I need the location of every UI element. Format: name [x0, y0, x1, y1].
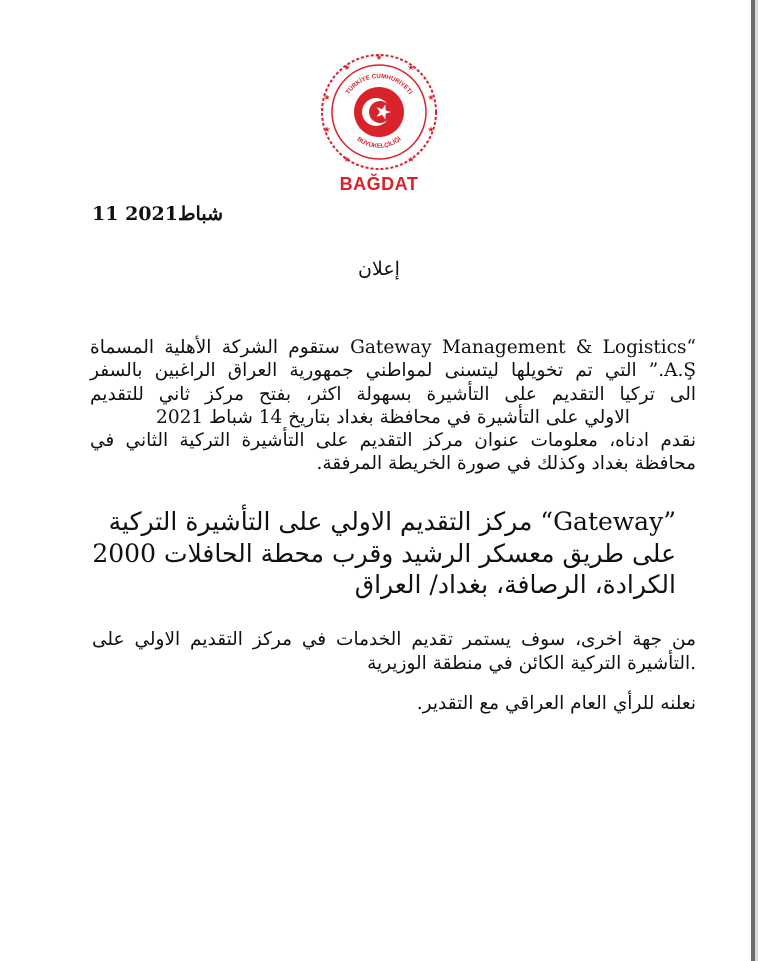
announcement-line: “Gateway Management & Logistics ستقوم الشركة الأهلية المسماة: [90, 337, 697, 358]
announcement-paragraph: [90, 336, 696, 476]
address-block: [92, 506, 676, 601]
svg-text:★: ★: [323, 93, 331, 102]
address-line: ”Gateway“ مركز التقديم الاولي على التأشيرة التركية: [108, 507, 676, 536]
svg-text:★: ★: [375, 53, 383, 62]
announcement-line: محافظة بغداد وكذلك في صورة الخريطة المرفقة.: [316, 453, 696, 475]
svg-text:★: ★: [427, 125, 435, 134]
announcement-line: الاولي على التأشيرة في محافظة بغداد بتاريخ 14 شباط 2021: [156, 406, 630, 428]
announcement-heading: إعلان: [358, 258, 400, 280]
page-edge: [744, 0, 758, 961]
address-line: الكرادة، الرصافة، بغداد/ العراق: [354, 570, 676, 599]
svg-text:★: ★: [427, 93, 435, 102]
announcement-line: نقدم ادناه، معلومات عنوان مركز التقديم على التأشيرة التركية الثاني في: [90, 430, 696, 452]
closing-line: نعلنه للرأي العام العراقي مع التقدير.: [416, 693, 696, 714]
service-line: من جهة اخرى، سوف يستمر تقديم الخدمات في مركز التقديم الاولي على: [92, 629, 696, 650]
svg-text:★: ★: [407, 155, 415, 164]
embassy-seal-icon: [319, 52, 439, 172]
address-line: على طريق معسكر الرشيد وقرب محطة الحافلات 2000: [92, 538, 676, 568]
svg-text:BÜYÜKELÇİLİĞİ: BÜYÜKELÇİLİĞİ: [355, 135, 403, 150]
svg-text:★: ★: [343, 155, 351, 164]
announcement-line: الى تركيا التقديم على التأشيرة بسهولة اكثر، بفتح مركز ثاني للتقديم: [90, 383, 696, 405]
service-line: .التأشيرة التركية الكائن في منطقة الوزيرية: [367, 653, 696, 674]
announcement-line: A.Ş.” التي تم تخويلها ليتسنى لمواطني جمهورية العراق الراغبين بالسفر: [90, 360, 696, 382]
svg-text:★: ★: [323, 125, 331, 134]
letter-date: شباط2021 11: [92, 203, 223, 225]
svg-text:★: ★: [343, 63, 351, 72]
svg-text:★: ★: [407, 63, 415, 72]
city-name: BAĞDAT: [339, 174, 419, 194]
svg-text:TÜRKİYE CUMHURİYETİ: TÜRKİYE CUMHURİYETİ: [344, 72, 414, 96]
service-paragraph: [92, 628, 696, 676]
